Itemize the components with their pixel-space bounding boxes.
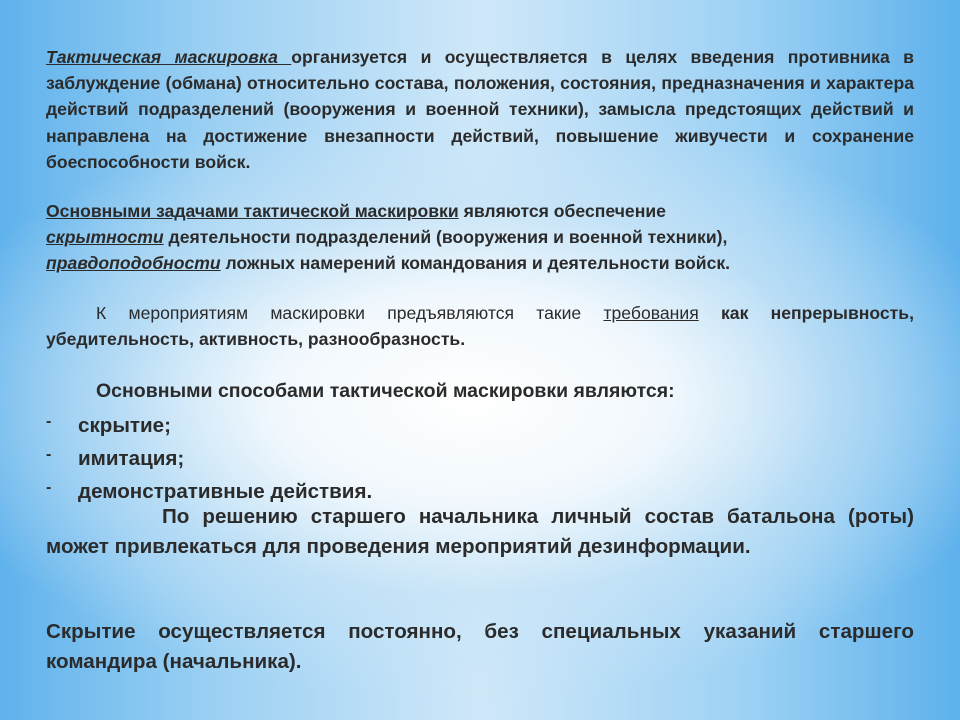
main-tasks-text-1: являются обеспечение xyxy=(458,201,666,221)
bullet-dash: - xyxy=(46,479,52,496)
definition-text: организуется и осуществляется в целях введения противника в заблуждение (обмана) относительно состава, положения, состояния, предназначения и характера действий подразделений (вооружения и военной техники), замысла предстоящих действий и направлена на достижение внезапности действий, повышение живучести и сохранение боеспособности войск. xyxy=(46,47,914,172)
list-item xyxy=(46,407,171,441)
bullet-dash: - xyxy=(46,446,52,463)
paragraph-tactical-camouflage xyxy=(46,44,914,175)
requirements-text-1: К мероприятиям маскировки предъявляются такие xyxy=(96,303,604,323)
paragraph-main-tasks xyxy=(46,198,914,277)
methods-heading: Основными способами тактической маскировки являются: xyxy=(96,380,675,402)
paragraph-requirements xyxy=(46,300,914,352)
paragraph-disinformation: По решению старшего начальника личный состав батальона (роты) может привлекаться для проведения мероприятий дезинформации. xyxy=(46,505,914,558)
method-demonstrative: демонстративные действия. xyxy=(78,480,373,503)
term-main-tasks: Основными задачами тактической маскировки xyxy=(46,201,459,221)
term-requirements: требования xyxy=(603,303,699,323)
bullet-dash: - xyxy=(46,413,52,430)
main-tasks-text-3: ложных намерений командования и деятельности войск. xyxy=(220,253,731,274)
paragraph-hiding: Скрытие осуществляется постоянно, без специальных указаний старшего командира (начальника). xyxy=(46,620,914,673)
requirements-text-2: как непрерывность, убедительность, активность, разнообразность. xyxy=(46,303,915,350)
main-tasks-text-2: деятельности подразделений (вооружения и военной техники), xyxy=(163,227,728,248)
term-tactical-camouflage: Тактическая маскировка xyxy=(46,47,292,67)
method-hiding: скрытие; xyxy=(78,414,171,437)
term-plausibility: правдоподобности xyxy=(46,253,221,274)
list-item xyxy=(46,440,184,474)
method-imitation: имитация; xyxy=(78,447,185,470)
term-secrecy: скрытности xyxy=(46,227,164,248)
